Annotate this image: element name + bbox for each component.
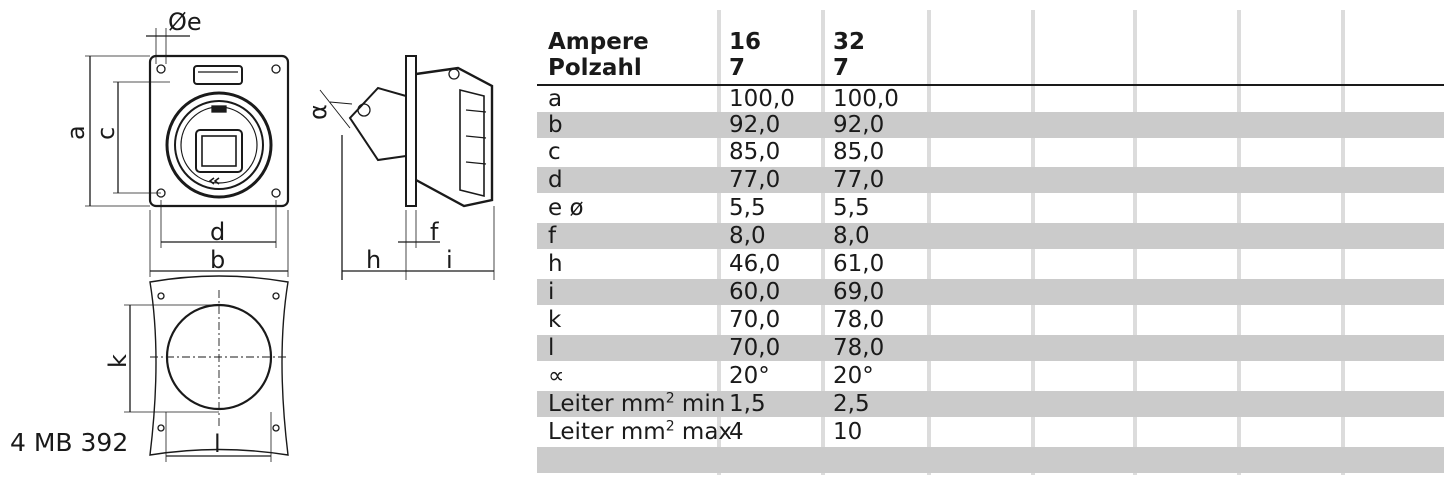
dim-label-c: c — [92, 126, 120, 140]
value-16a: 70,0 — [729, 307, 781, 333]
table-row — [537, 223, 1444, 249]
spec-table — [537, 10, 1444, 475]
value-32a: 85,0 — [833, 139, 885, 165]
table-row — [537, 279, 1444, 305]
value-32a: 100,0 — [833, 86, 899, 112]
table-row — [537, 86, 1444, 112]
value-32a: 61,0 — [833, 251, 885, 277]
header-col1-polzahl: 7 — [729, 55, 746, 81]
table-row — [537, 363, 1444, 389]
header-col1-ampere: 16 — [729, 29, 762, 55]
value-16a: 46,0 — [729, 251, 781, 277]
value-16a: 5,5 — [729, 195, 766, 221]
value-16a: 20° — [729, 363, 770, 389]
row-label: f — [548, 223, 557, 249]
dim-label-h: h — [366, 246, 382, 274]
value-16a: 92,0 — [729, 112, 781, 138]
value-32a: 10 — [833, 419, 863, 445]
dim-label-e: Øe — [168, 8, 202, 36]
row-label: l — [548, 335, 555, 361]
header-label-polzahl: Polzahl — [548, 55, 642, 81]
value-16a: 85,0 — [729, 139, 781, 165]
value-32a: 2,5 — [833, 391, 870, 417]
model-code: 4 MB 392 — [10, 428, 129, 457]
row-label: d — [548, 167, 563, 193]
header-label-ampere: Ampere — [548, 29, 649, 55]
row-label: Leiter $mm^2$ max — [548, 418, 733, 445]
value-32a: 20° — [833, 363, 874, 389]
value-32a: 78,0 — [833, 335, 885, 361]
row-label: b — [548, 112, 563, 138]
value-16a: 1,5 — [729, 391, 766, 417]
row-label: a — [548, 86, 563, 112]
header-col2-polzahl: 7 — [833, 55, 850, 81]
dim-label-k: k — [104, 354, 132, 368]
value-32a: 77,0 — [833, 167, 885, 193]
value-16a: 77,0 — [729, 167, 781, 193]
dim-label-i: i — [446, 246, 453, 274]
dim-label-f: f — [430, 218, 439, 246]
row-label: k — [548, 307, 562, 333]
value-16a: 70,0 — [729, 335, 781, 361]
table-row-empty — [537, 447, 1444, 473]
dim-label-b: b — [210, 246, 226, 274]
technical-drawing — [0, 0, 520, 485]
value-16a: 8,0 — [729, 223, 766, 249]
row-label: c — [548, 139, 561, 165]
table-row — [537, 307, 1444, 333]
value-16a: 4 — [729, 419, 744, 445]
dim-label-l: l — [214, 430, 221, 458]
dim-label-d: d — [210, 218, 226, 246]
value-32a: 78,0 — [833, 307, 885, 333]
table-row — [537, 139, 1444, 165]
dim-label-alpha: α — [304, 104, 332, 120]
table-row — [537, 195, 1444, 221]
table-row — [537, 391, 1444, 417]
row-label: ∝ — [548, 363, 565, 389]
table-row — [537, 335, 1444, 361]
value-32a: 5,5 — [833, 195, 870, 221]
value-16a: 60,0 — [729, 279, 781, 305]
table-row — [537, 167, 1444, 193]
row-label: Leiter $mm^2$ min — [548, 390, 726, 417]
value-32a: 8,0 — [833, 223, 870, 249]
value-32a: 92,0 — [833, 112, 885, 138]
table-row — [537, 419, 1444, 445]
row-label: e ø — [548, 195, 584, 221]
table-row — [537, 251, 1444, 277]
header-col2-ampere: 32 — [833, 29, 866, 55]
value-32a: 69,0 — [833, 279, 885, 305]
row-label: i — [548, 279, 555, 305]
dim-label-a: a — [62, 125, 90, 140]
value-16a: 100,0 — [729, 86, 795, 112]
row-label: h — [548, 251, 563, 277]
table-row — [537, 112, 1444, 138]
